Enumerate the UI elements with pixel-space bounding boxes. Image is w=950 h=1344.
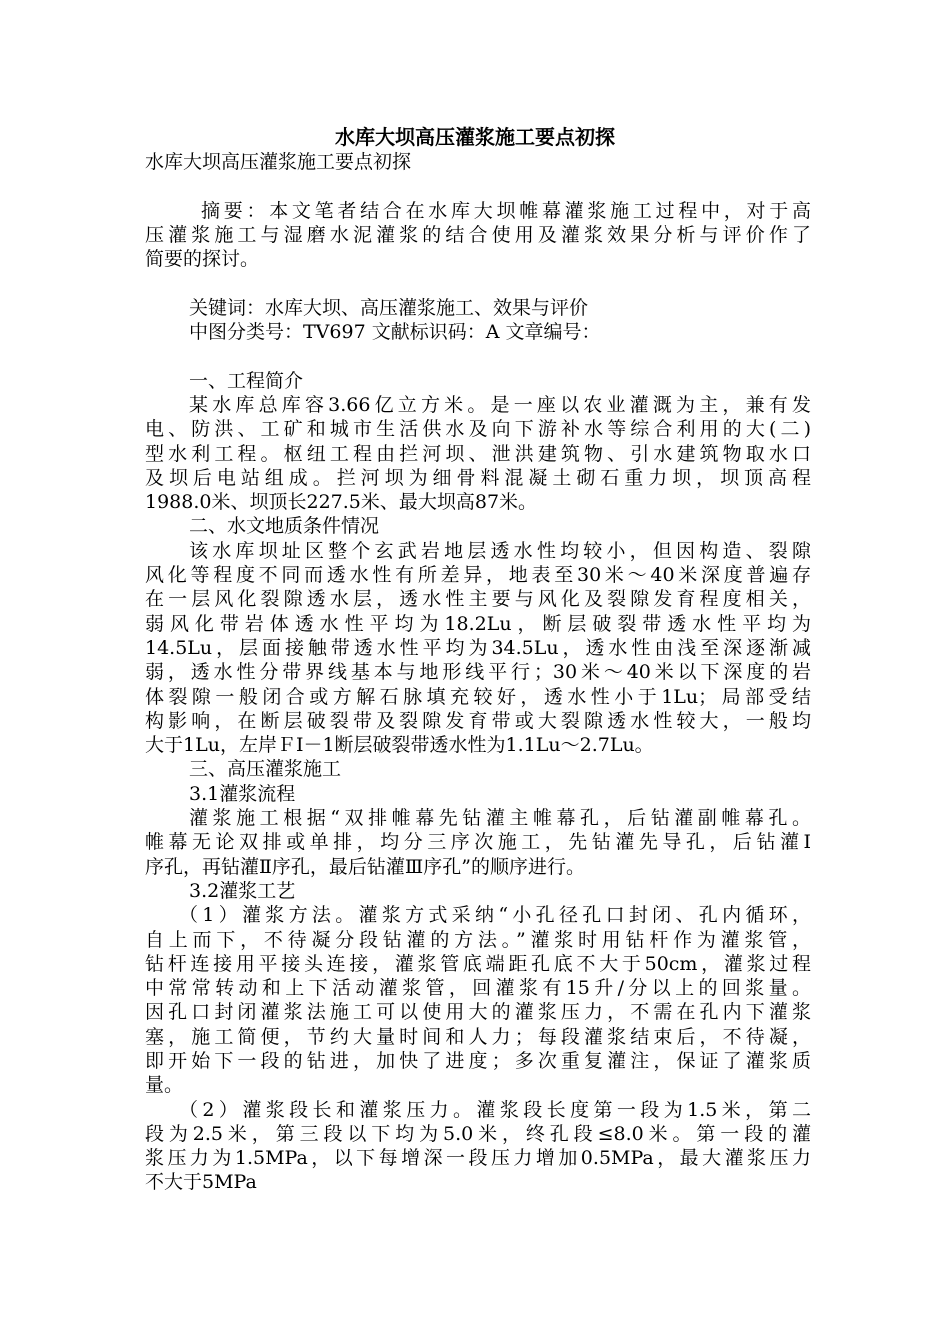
spacer	[145, 271, 811, 295]
paragraph-line: 电、防洪、工矿和城市生活供水及向下游补水等综合利用的大(二)	[145, 418, 811, 441]
paragraph-line: 量。	[145, 1074, 184, 1097]
subsection-heading: 3.2灌浆工艺	[189, 879, 296, 902]
abstract-line: 简要的探讨。	[145, 248, 260, 271]
paragraph-line: 及坝后电站组成。拦河坝为细骨料混凝土砌石重力坝，坝顶高程	[145, 466, 811, 489]
paragraph-line: 段为2.5米，第三段以下均为5.0米，终孔段≤8.0米。第一段的灌	[145, 1122, 811, 1145]
subsection-heading: 3.1灌浆流程	[189, 782, 296, 805]
paragraph-line: 中常常转动和上下活动灌浆管，回灌浆有15升/分以上的回浆量。	[145, 977, 811, 1000]
section3-2-paragraph-2	[145, 1098, 811, 1195]
paragraph-line: 帷幕无论双排或单排，均分三序次施工，先钻灌先导孔，后钻灌Ⅰ	[145, 831, 811, 854]
paragraph-line: 某水库总库容3.66亿立方米。是一座以农业灌溉为主，兼有发	[189, 393, 811, 416]
spacer	[145, 174, 811, 198]
paragraph-line: （1）灌浆方法。灌浆方式采纳“小孔径孔口封闭、孔内循环，	[179, 904, 811, 927]
paragraph-line: 在一层风化裂隙透水层，透水性主要与风化及裂隙发育程度相关，	[145, 588, 811, 611]
paragraph-line: 弱风化带岩体透水性平均为18.2Lu，断层破裂带透水性平均为	[145, 612, 811, 635]
abstract-line: 摘要：本文笔者结合在水库大坝帷幕灌浆施工过程中，对于高	[201, 199, 811, 222]
section-heading: 二、水文地质条件情况	[189, 515, 380, 538]
paragraph-line: 1988.0米、坝顶长227.5米、最大坝高87米。	[145, 491, 538, 514]
paragraph-line: 灌浆施工根据“双排帷幕先钻灌主帷幕孔，后钻灌副帷幕孔。	[189, 807, 811, 830]
paragraph-line: 14.5Lu，层面接触带透水性平均为34.5Lu，透水性由浅至深逐渐减	[145, 636, 811, 659]
subtitle: 水库大坝高压灌浆施工要点初探	[145, 151, 412, 173]
document-body	[145, 150, 811, 1195]
paragraph-line: （2）灌浆段长和灌浆压力。灌浆段长度第一段为1.5米，第二	[179, 1098, 811, 1121]
paragraph-line: 因孔口封闭灌浆法施工可以使用大的灌浆压力，不需在孔内下灌浆	[145, 1001, 811, 1024]
document-title: 水库大坝高压灌浆施工要点初探	[335, 125, 615, 149]
paragraph-line: 型水利工程。枢纽工程由拦河坝、泄洪建筑物、引水建筑物取水口	[145, 442, 811, 465]
paragraph-line: 序孔，再钻灌Ⅱ序孔，最后钻灌Ⅲ序孔”的顺序进行。	[145, 855, 585, 878]
paragraph-line: 即开始下一段的钻进，加快了进度；多次重复灌注，保证了灌浆质	[145, 1049, 811, 1072]
paragraph-line: 构影响，在断层破裂带及裂隙发育带或大裂隙透水性较大，一般均	[145, 709, 811, 732]
section3-2-paragraph-1	[145, 903, 811, 1097]
paragraph-line: 该水库坝址区整个玄武岩地层透水性均较小，但因构造、裂隙	[189, 539, 811, 562]
paragraph-line: 不大于5MPa	[145, 1171, 257, 1194]
section-heading: 三、高压灌浆施工	[189, 758, 342, 781]
section-heading: 一、工程简介	[189, 369, 304, 392]
abstract-line: 压灌浆施工与湿磨水泥灌浆的结合使用及灌浆效果分析与评价作了	[145, 223, 811, 246]
paragraph-line: 钻杆连接用平接头连接，灌浆管底端距孔底不大于50cm，灌浆过程	[145, 952, 811, 975]
paragraph-line: 自上而下，不待凝分段钻灌的方法。”灌浆时用钻杆作为灌浆管，	[145, 928, 811, 951]
spacer	[145, 344, 811, 368]
section3-1-paragraph	[145, 806, 811, 879]
paragraph-line: 弱，透水性分带界线基本与地形线平行；30米～40米以下深度的岩	[145, 661, 811, 684]
abstract-paragraph	[145, 199, 811, 272]
paragraph-line: 大于1Lu，左岸ＦⅠ－1断层破裂带透水性为1.1Lu～2.7Lu。	[145, 734, 654, 757]
section2-paragraph	[145, 539, 811, 758]
keywords-line: 关键词：水库大坝、高压灌浆施工、效果与评价	[189, 296, 589, 319]
paragraph-line: 塞，施工简便，节约大量时间和人力；每段灌浆结束后，不待凝，	[145, 1025, 811, 1048]
section1-paragraph	[145, 393, 811, 514]
paragraph-line: 浆压力为1.5MPa，以下每增深一段压力增加0.5MPa，最大灌浆压力	[145, 1147, 811, 1170]
paragraph-line: 体裂隙一般闭合或方解石脉填充较好，透水性小于1Lu；局部受结	[145, 685, 811, 708]
paragraph-line: 风化等程度不同而透水性有所差异，地表至30米～40米深度普遍存	[145, 564, 811, 587]
classification-line: 中图分类号：TV697 文献标识码：A 文章编号：	[189, 321, 601, 344]
